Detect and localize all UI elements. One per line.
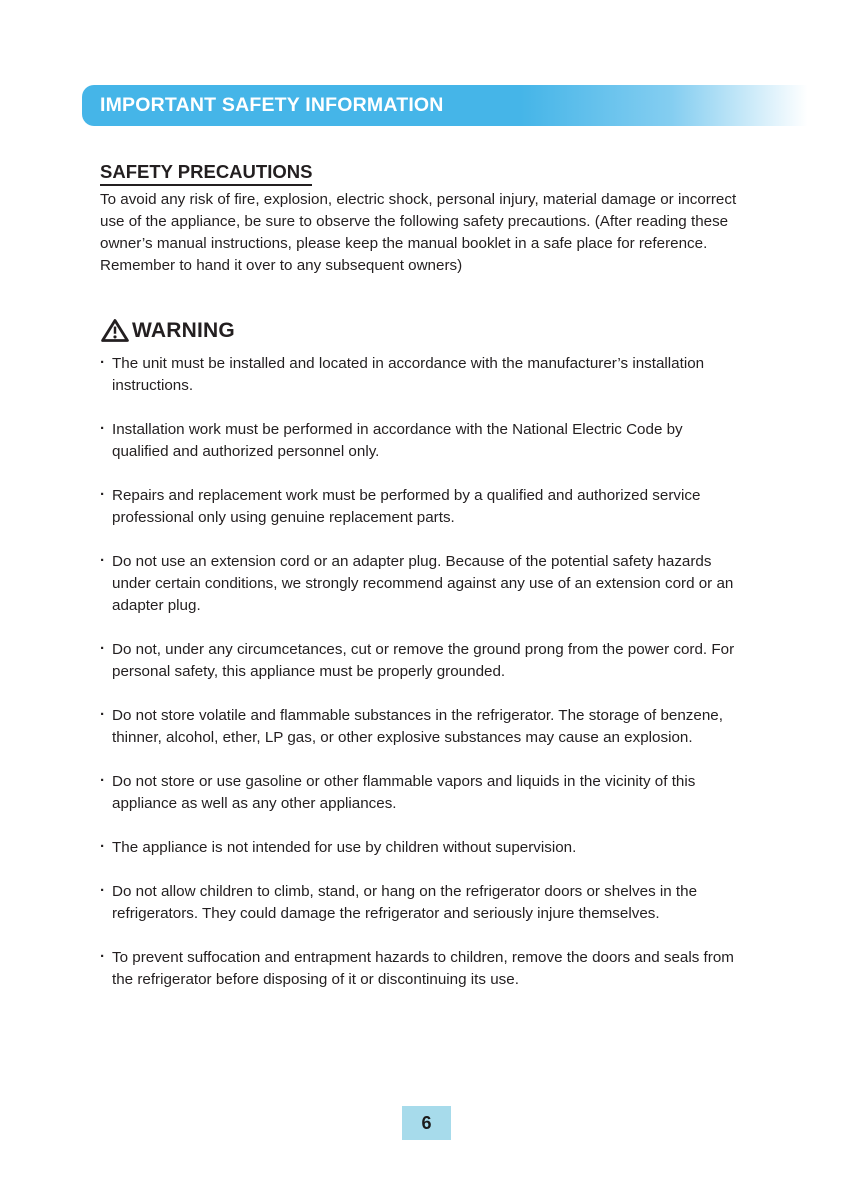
section-header-bar (82, 85, 838, 126)
warning-triangle-icon (101, 318, 129, 343)
warning-item: · Do not use an extension cord or an adapter plug. Because of the potential safety hazards under certain conditions, we strongly recommend against any use of an extension cord or an adapter plug. (100, 551, 740, 617)
warning-item: · Do not store volatile and flammable substances in the refrigerator. The storage of benzene, thinner, alcohol, ether, LP gas, or other explosive substances may cause an explosion. (100, 705, 740, 749)
warning-item: · Do not, under any circumcetances, cut or remove the ground prong from the power cord. For personal safety, this appliance must be properly grounded. (100, 639, 740, 683)
page-number: 6 (421, 1112, 432, 1133)
warning-heading (101, 318, 235, 343)
warning-item: · Do not store or use gasoline or other flammable vapors and liquids in the vicinity of this appliance as well as any other appliances. (100, 771, 740, 815)
safety-precautions-title-text: SAFETY PRECAUTIONS (100, 161, 312, 186)
warning-item: · Repairs and replacement work must be performed by a qualified and authorized service professional only using genuine replacement parts. (100, 485, 740, 529)
warning-list (100, 353, 740, 1013)
safety-precautions-title (100, 161, 312, 186)
safety-precautions-intro: To avoid any risk of fire, explosion, electric shock, personal injury, material damage or incorrect use of the appliance, be sure to observe the following safety precautions. (After reading these owner’s manual instructions, please keep the manual booklet in a safe place for reference. Remember to hand it over to any subsequent owners) (100, 191, 737, 274)
section-header-title: IMPORTANT SAFETY INFORMATION (100, 94, 444, 116)
warning-item: · The unit must be installed and located in accordance with the manufacturer’s installation instructions. (100, 353, 740, 397)
warning-item: · Installation work must be performed in accordance with the National Electric Code by qualified and authorized personnel only. (100, 419, 740, 463)
warning-item: · To prevent suffocation and entrapment hazards to children, remove the doors and seals from the refrigerator before disposing of it or discontinuing its use. (100, 947, 740, 991)
page-number-badge (402, 1106, 451, 1140)
warning-label: WARNING (132, 318, 235, 342)
warning-item: · The appliance is not intended for use by children without supervision. (100, 837, 740, 859)
warning-item: · Do not allow children to climb, stand, or hang on the refrigerator doors or shelves in the refrigerators. They could damage the refrigerator and seriously injure themselves. (100, 881, 740, 925)
